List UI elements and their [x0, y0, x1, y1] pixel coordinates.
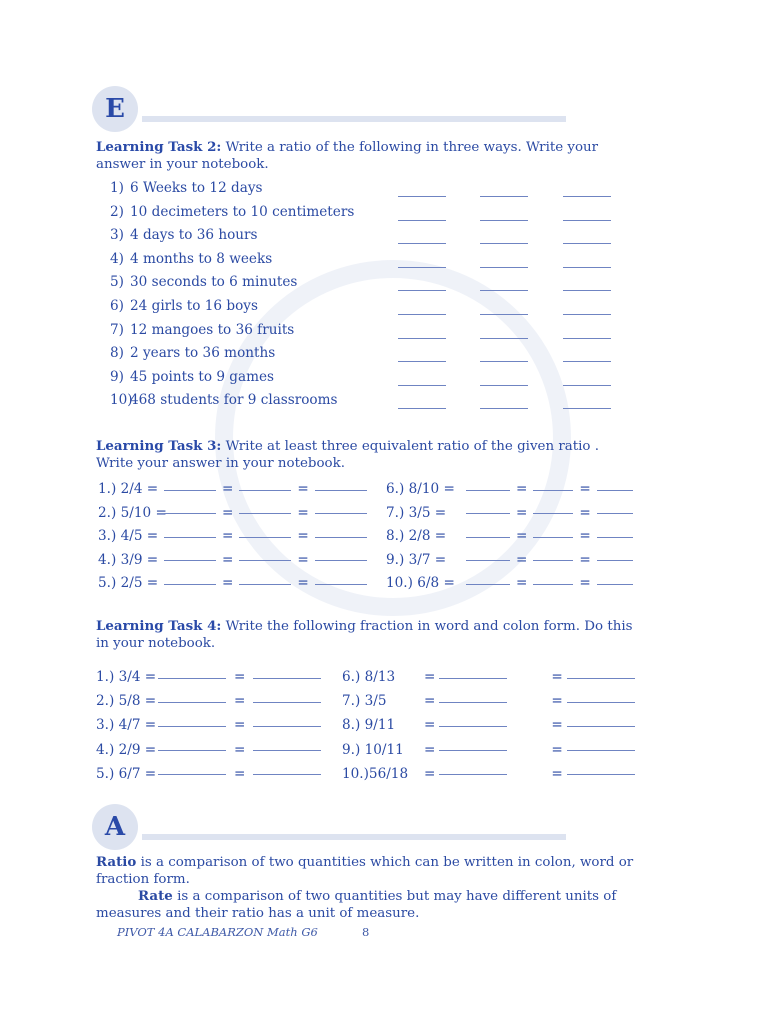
fraction-label: 3.) 4/7 = [96, 717, 157, 734]
answer-blank [164, 512, 216, 514]
equals-sign: = [234, 717, 246, 734]
equals-sign: = [516, 551, 528, 568]
item-number: 9) [110, 368, 124, 385]
item-number: 5) [110, 274, 124, 291]
task4-instructions [96, 618, 636, 652]
equals-sign: = [297, 504, 309, 521]
answer-blank [315, 583, 367, 585]
answer-blank [398, 360, 446, 362]
answer-blank [567, 677, 635, 679]
answer-blank [253, 677, 321, 679]
item-text: 30 seconds to 6 minutes [130, 274, 298, 291]
answer-blank [480, 313, 528, 315]
equals-sign: = [551, 693, 563, 710]
task4-title: Learning Task 4: [96, 618, 222, 634]
equals-sign: = [222, 504, 234, 521]
answer-blank [239, 489, 291, 491]
ratio-label: 5.) 2/5 = [98, 575, 159, 591]
ratio-label: 6.) 8/10 = [386, 481, 455, 497]
answer-blank [563, 360, 611, 362]
answer-blank [563, 195, 611, 197]
answer-blank [480, 266, 528, 268]
answer-blank [480, 360, 528, 362]
fraction-label: 9.) 10/11 [342, 741, 404, 758]
answer-blank [398, 384, 446, 386]
answer-blank [466, 559, 510, 561]
answer-blank [158, 773, 226, 775]
item-number: 8) [110, 345, 124, 362]
item-number: 7) [110, 321, 124, 338]
task2-item [110, 204, 354, 220]
answer-blank [253, 725, 321, 727]
task4-right-item [342, 766, 635, 782]
answer-blank [466, 512, 510, 514]
section-e-badge: E [92, 86, 138, 132]
rate-text: is a comparison of two quantities but may have different units of measures and their ratio has a unit of measure. [96, 889, 617, 921]
task2-item [110, 298, 258, 314]
equals-sign: = [424, 669, 436, 685]
task3-right-item [386, 552, 633, 568]
answer-blank [439, 749, 507, 751]
task3-right-item [386, 528, 633, 544]
equals-sign: = [234, 669, 246, 685]
equals-sign: = [297, 481, 309, 497]
answer-blank [398, 242, 446, 244]
answer-blank [398, 266, 446, 268]
answer-blank [533, 512, 573, 514]
task4-right-item [342, 717, 635, 733]
answer-blank [398, 407, 446, 409]
answer-blank [398, 195, 446, 197]
answer-blank [164, 489, 216, 491]
equals-sign: = [516, 481, 528, 497]
task4-right-item [342, 669, 635, 685]
section-a-badge: A [92, 804, 138, 850]
answer-blank [480, 337, 528, 339]
equals-sign: = [516, 504, 528, 521]
task3-right-item [386, 575, 633, 591]
rate-term: Rate [138, 888, 173, 904]
equals-sign: = [222, 528, 234, 544]
equals-sign: = [297, 575, 309, 591]
equals-sign: = [551, 741, 563, 758]
task3-left-item [98, 528, 367, 544]
equals-sign: = [424, 717, 436, 734]
answer-blank [567, 749, 635, 751]
task2-item [110, 274, 297, 290]
answer-blank [563, 384, 611, 386]
answer-blank [398, 313, 446, 315]
ratio-text: is a comparison of two quantities which can be written in colon, word or fraction form. [96, 855, 634, 887]
equals-sign: = [297, 551, 309, 568]
answer-blank [439, 773, 507, 775]
equals-sign: = [516, 528, 528, 544]
answer-blank [597, 559, 633, 561]
equals-sign: = [551, 669, 563, 685]
equals-sign: = [222, 575, 234, 591]
rate-definition [96, 888, 644, 922]
answer-blank [563, 266, 611, 268]
item-text: 4 days to 36 hours [130, 227, 258, 244]
section-e-header [92, 86, 572, 136]
page-number: 8 [362, 925, 370, 939]
answer-blank [563, 289, 611, 291]
ratio-label: 8.) 2/8 = [386, 528, 447, 544]
task4-left-item [96, 693, 321, 709]
ratio-label: 3.) 4/5 = [98, 528, 159, 544]
answer-blank [239, 583, 291, 585]
answer-blank [158, 677, 226, 679]
equals-sign: = [579, 528, 591, 544]
equals-sign: = [424, 741, 436, 758]
ratio-label: 7.) 3/5 = [386, 504, 447, 521]
equals-sign: = [579, 481, 591, 497]
answer-blank [253, 701, 321, 703]
task2-item [110, 322, 294, 338]
equals-sign: = [424, 765, 436, 782]
task3-left-item [98, 505, 367, 521]
task2-text: Write a ratio of the following in three ways. Write your answer in your notebook. [96, 140, 599, 172]
answer-blank [253, 773, 321, 775]
answer-blank [164, 536, 216, 538]
answer-blank [158, 725, 226, 727]
item-text: 45 points to 9 games [130, 368, 275, 385]
answer-blank [480, 407, 528, 409]
answer-blank [533, 536, 573, 538]
answer-blank [398, 337, 446, 339]
equals-sign: = [222, 551, 234, 568]
task4-left-item [96, 669, 321, 685]
answer-blank [567, 701, 635, 703]
task2-item [110, 227, 258, 243]
answer-blank [398, 219, 446, 221]
answer-blank [239, 559, 291, 561]
item-number: 10) [110, 392, 133, 409]
answer-blank [253, 749, 321, 751]
answer-blank [239, 512, 291, 514]
task3-title: Learning Task 3: [96, 438, 222, 454]
answer-blank [533, 583, 573, 585]
ratio-label: 2.) 5/10 = [98, 504, 167, 521]
task2-item [110, 251, 272, 267]
answer-blank [480, 289, 528, 291]
task4-left-item [96, 717, 321, 733]
answer-blank [158, 749, 226, 751]
fraction-label: 10.)56/18 [342, 765, 409, 782]
equals-sign: = [234, 693, 246, 710]
answer-blank [480, 384, 528, 386]
task3-text: Write at least three equivalent ratio of the given ratio . Write your answer in your notebook. [96, 439, 599, 471]
answer-blank [597, 536, 633, 538]
task4-left-item [96, 766, 321, 782]
equals-sign: = [551, 765, 563, 782]
task2-instructions [96, 139, 636, 173]
equals-sign: = [579, 551, 591, 568]
answer-blank [567, 725, 635, 727]
task3-left-item [98, 552, 367, 568]
answer-blank [439, 725, 507, 727]
item-text: 2 years to 36 months [130, 345, 276, 362]
task4-left-item [96, 742, 321, 758]
task3-right-item [386, 481, 633, 497]
answer-blank [439, 677, 507, 679]
ratio-label: 4.) 3/9 = [98, 551, 159, 568]
task3-instructions [96, 438, 636, 472]
answer-blank [533, 559, 573, 561]
item-number: 3) [110, 227, 124, 244]
answer-blank [158, 701, 226, 703]
item-text: 12 mangoes to 36 fruits [130, 321, 295, 338]
ratio-term: Ratio [96, 854, 137, 870]
section-e-rule [142, 116, 566, 122]
answer-blank [315, 489, 367, 491]
equals-sign: = [234, 741, 246, 758]
item-number: 1) [110, 180, 124, 196]
task2-item [110, 369, 274, 385]
ratio-definition [96, 854, 644, 888]
equals-sign: = [551, 717, 563, 734]
answer-blank [439, 701, 507, 703]
item-text: 10 decimeters to 10 centimeters [130, 203, 355, 220]
answer-blank [164, 583, 216, 585]
task2-title: Learning Task 2: [96, 139, 222, 155]
answer-blank [563, 337, 611, 339]
equals-sign: = [297, 528, 309, 544]
answer-blank [315, 536, 367, 538]
task3-right-item [386, 505, 633, 521]
task3-left-item [98, 575, 367, 591]
fraction-label: 6.) 8/13 [342, 669, 396, 685]
equals-sign: = [516, 575, 528, 591]
answer-blank [466, 583, 510, 585]
answer-blank [480, 219, 528, 221]
answer-blank [480, 242, 528, 244]
ratio-label: 10.) 6/8 = [386, 575, 455, 591]
item-text: 24 girls to 16 boys [130, 298, 258, 314]
equals-sign: = [222, 481, 234, 497]
answer-blank [597, 512, 633, 514]
task2-item [110, 345, 275, 361]
task4-right-item [342, 742, 635, 758]
equals-sign: = [424, 693, 436, 710]
fraction-label: 7.) 3/5 [342, 693, 387, 710]
fraction-label: 2.) 5/8 = [96, 693, 157, 710]
answer-blank [597, 489, 633, 491]
item-number: 4) [110, 250, 124, 267]
answer-blank [480, 195, 528, 197]
item-text: 4 months to 8 weeks [130, 250, 273, 267]
section-a-rule [142, 834, 566, 840]
answer-blank [563, 242, 611, 244]
answer-blank [563, 219, 611, 221]
footer-text: PIVOT 4A CALABARZON Math G6 [117, 925, 318, 939]
answer-blank [567, 773, 635, 775]
answer-blank [466, 489, 510, 491]
ratio-label: 1.) 2/4 = [98, 481, 159, 497]
equals-sign: = [579, 504, 591, 521]
equals-sign: = [579, 575, 591, 591]
item-text: 468 students for 9 classrooms [130, 392, 338, 409]
answer-blank [466, 536, 510, 538]
fraction-label: 8.) 9/11 [342, 717, 396, 734]
answer-blank [315, 559, 367, 561]
section-a-header [92, 804, 572, 854]
equals-sign: = [234, 765, 246, 782]
answer-blank [533, 489, 573, 491]
fraction-label: 5.) 6/7 = [96, 765, 157, 782]
task3-left-item [98, 481, 367, 497]
answer-blank [563, 313, 611, 315]
fraction-label: 1.) 3/4 = [96, 669, 157, 685]
answer-blank [164, 559, 216, 561]
task2-item [110, 180, 263, 196]
answer-blank [597, 583, 633, 585]
task4-right-item [342, 693, 635, 709]
task4-text: Write the following fraction in word and colon form. Do this in your notebook. [96, 619, 633, 651]
item-number: 6) [110, 298, 124, 314]
item-text: 6 Weeks to 12 days [130, 180, 263, 196]
answer-blank [563, 407, 611, 409]
item-number: 2) [110, 203, 124, 220]
ratio-label: 9.) 3/7 = [386, 551, 447, 568]
task2-item [110, 392, 337, 408]
answer-blank [239, 536, 291, 538]
answer-blank [315, 512, 367, 514]
fraction-label: 4.) 2/9 = [96, 741, 157, 758]
answer-blank [398, 289, 446, 291]
